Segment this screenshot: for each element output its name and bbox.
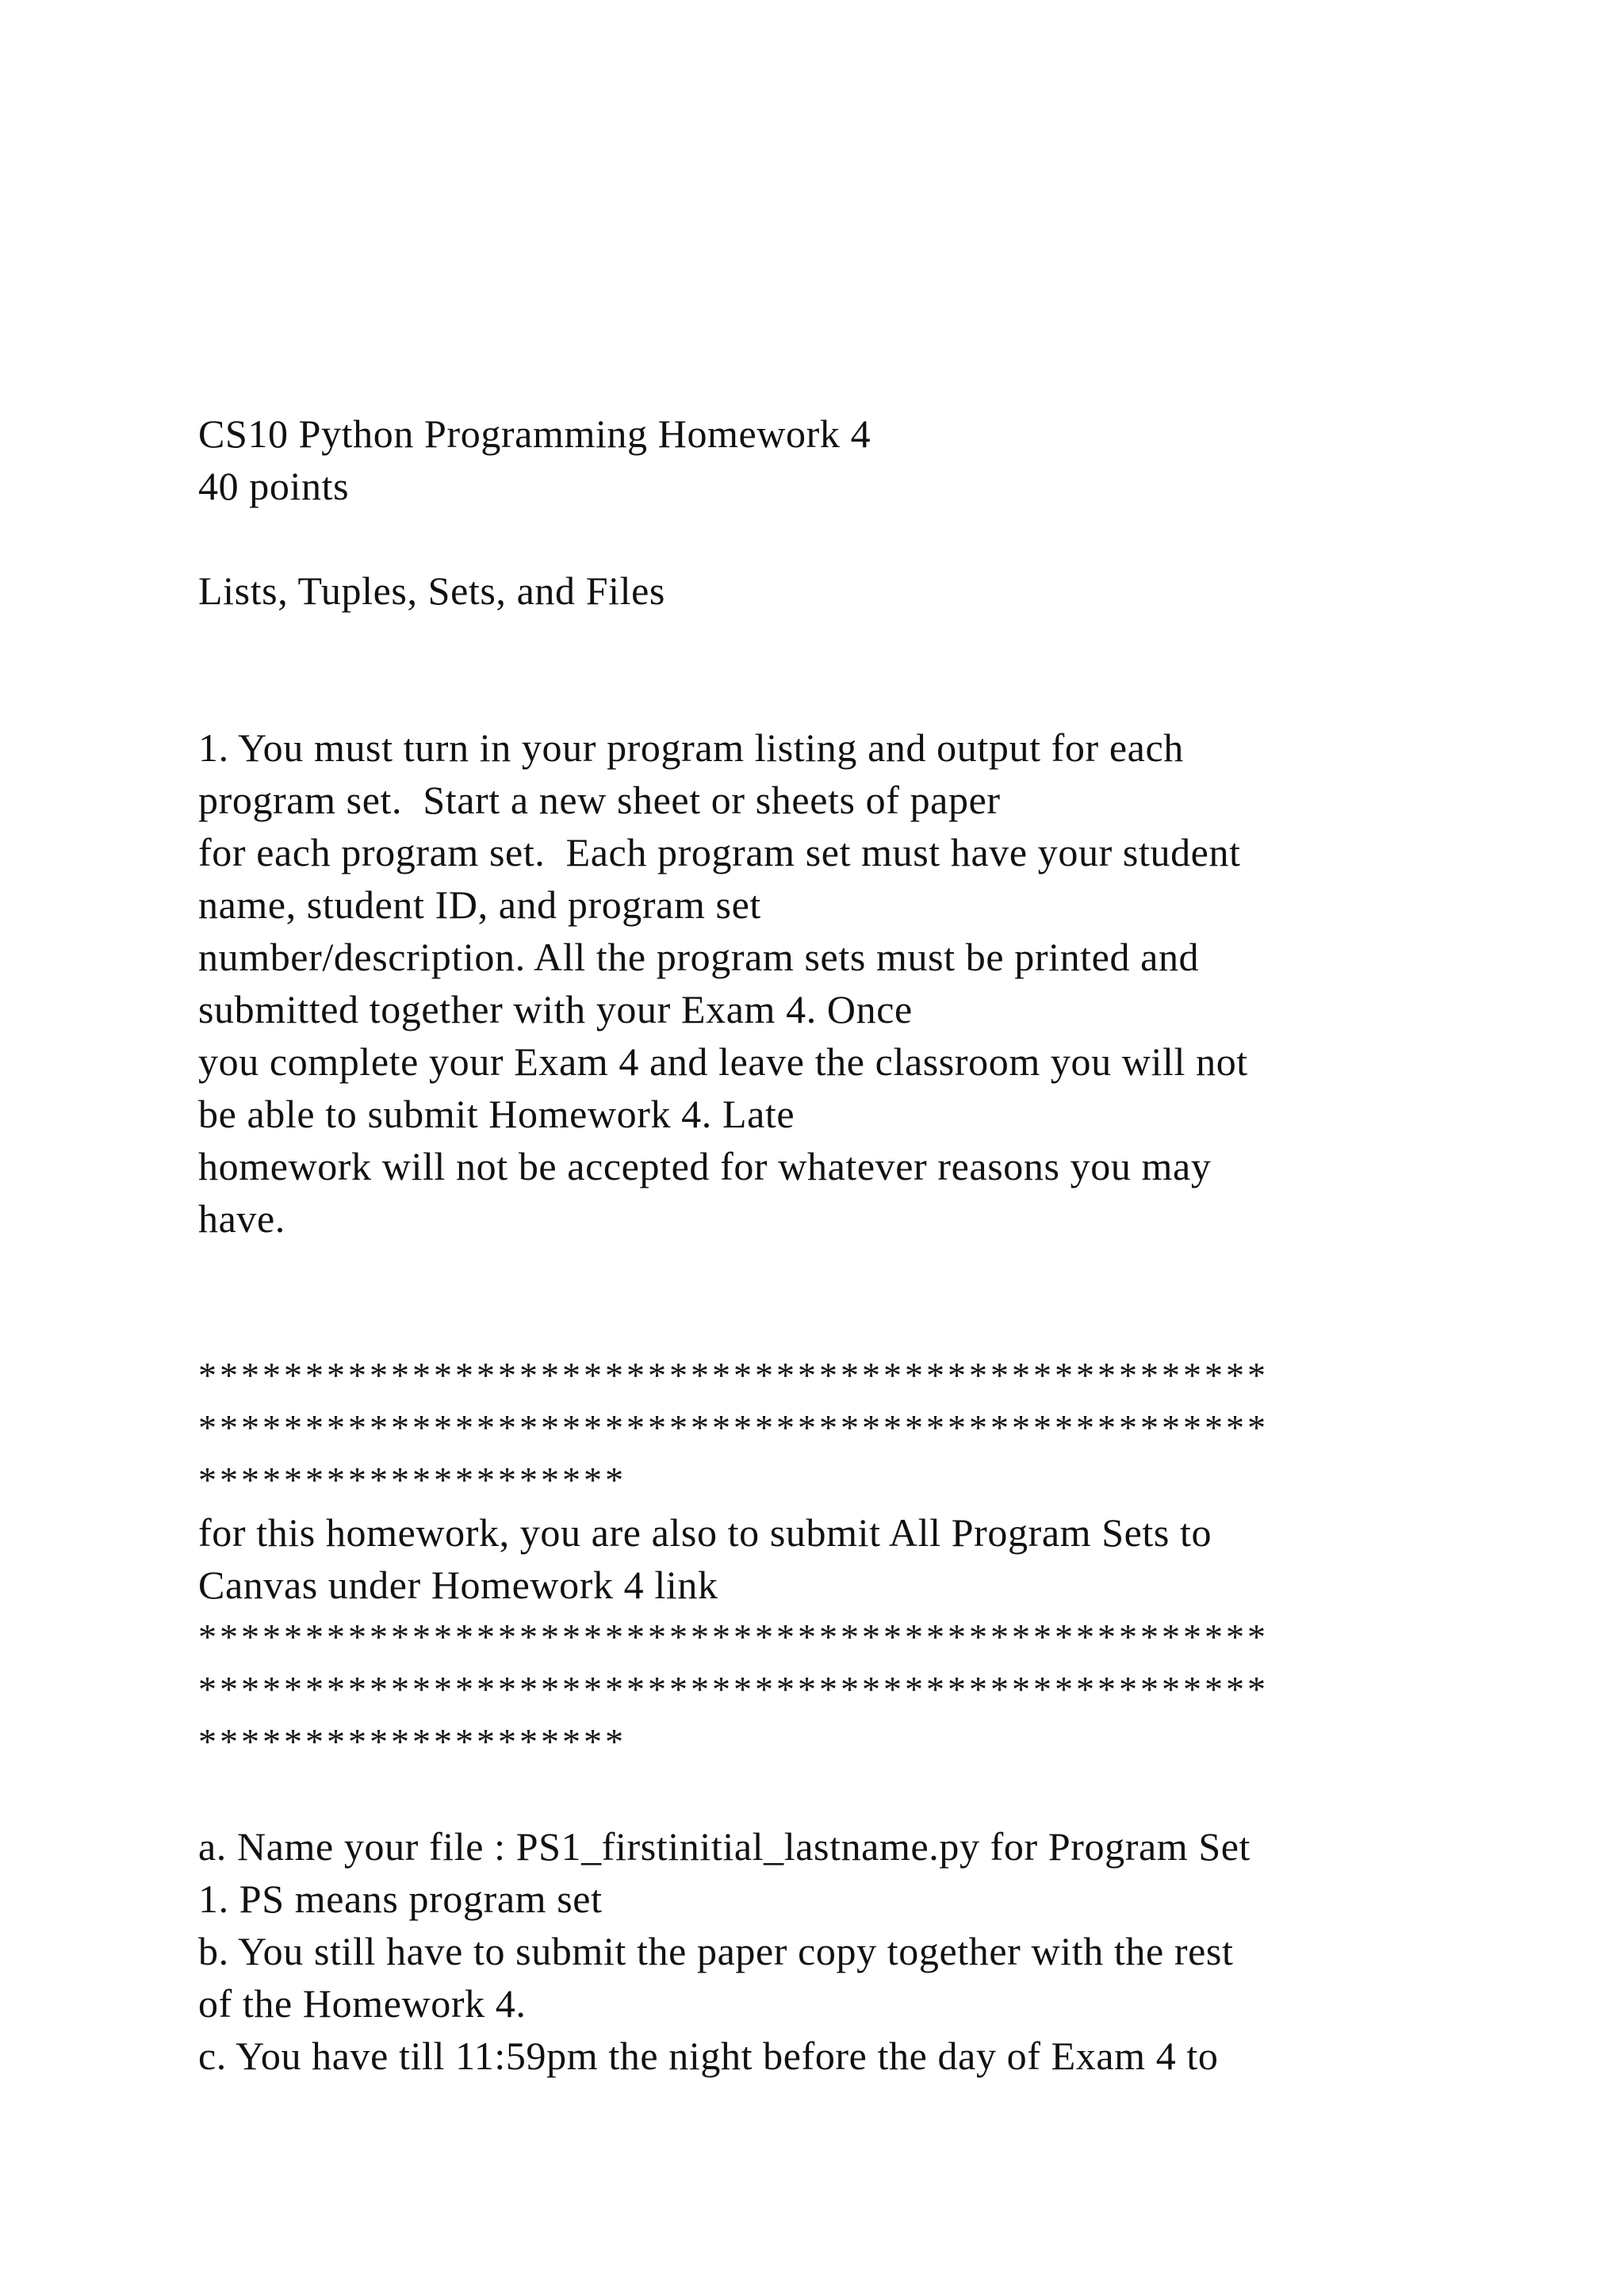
asterisk-divider: ************************************************** — [198, 1355, 1269, 1395]
instruction-line: number/description. All the program sets must be printed and — [198, 935, 1200, 979]
instruction-line: program set. Start a new sheet or sheets of paper — [198, 778, 1001, 822]
instruction-line: submitted together with your Exam 4. Once — [198, 987, 913, 1031]
canvas-notice-line: for this homework, you are also to submit All Program Sets to — [198, 1510, 1212, 1555]
instruction-line: you complete your Exam 4 and leave the classroom you will not — [198, 1039, 1248, 1084]
document-title: CS10 Python Programming Homework 4 — [198, 411, 871, 456]
sub-item-line: 1. PS means program set — [198, 1877, 603, 1921]
instruction-line: homework will not be accepted for whatever reasons you may — [198, 1144, 1212, 1188]
instruction-line: be able to submit Homework 4. Late — [198, 1092, 795, 1136]
asterisk-divider: ************************************************** — [198, 1617, 1269, 1657]
asterisk-divider: ******************** — [198, 1721, 626, 1762]
canvas-notice-line: Canvas under Homework 4 link — [198, 1563, 718, 1607]
sub-item-line: c. You have till 11:59pm the night before the day of Exam 4 to — [198, 2034, 1219, 2078]
asterisk-divider: ************************************************** — [198, 1669, 1269, 1709]
sub-item-line: a. Name your file : PS1_firstinitial_lastname.py for Program Set — [198, 1824, 1251, 1869]
points-line: 40 points — [198, 464, 350, 508]
instruction-line: for each program set. Each program set must have your student — [198, 830, 1241, 874]
instruction-line: name, student ID, and program set — [198, 882, 761, 927]
asterisk-divider: ******************** — [198, 1460, 626, 1500]
sub-item-line: b. You still have to submit the paper copy together with the rest — [198, 1929, 1234, 1973]
instruction-line: 1. You must turn in your program listing and output for each — [198, 725, 1184, 770]
asterisk-divider: ************************************************** — [198, 1407, 1269, 1448]
sub-item-line: of the Homework 4. — [198, 1981, 527, 2026]
instruction-line: have. — [198, 1196, 285, 1241]
topic-line: Lists, Tuples, Sets, and Files — [198, 568, 665, 613]
